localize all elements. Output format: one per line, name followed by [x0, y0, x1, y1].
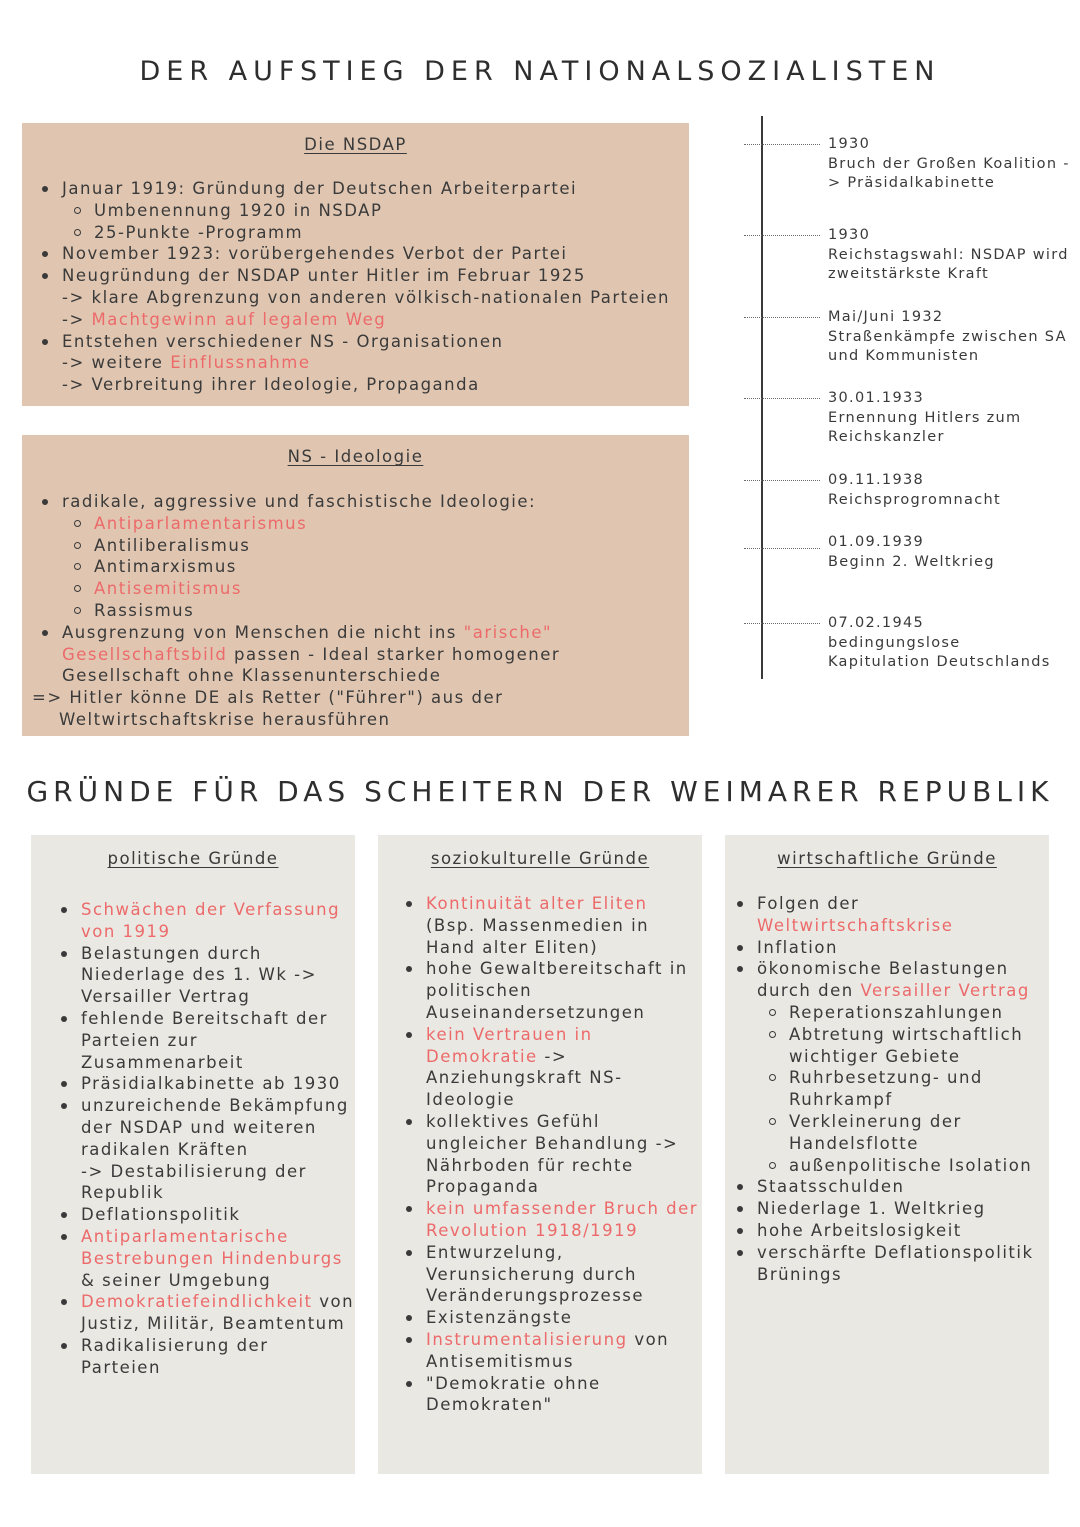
list-item: 25-Punkte -Programm — [40, 222, 685, 244]
list-item: Belastungen durch Niederlage des 1. Wk -> Versailler Vertrag — [59, 943, 355, 1008]
timeline-desc: Ernennung Hitlers zum Reichskanzler — [828, 409, 1022, 445]
highlight-text: kein Vertrauen in Demokratie — [426, 1024, 593, 1066]
timeline-connector — [744, 548, 820, 549]
timeline-date: 30.01.1933 — [828, 390, 925, 406]
list-item: Reperationszahlungen — [735, 1002, 1047, 1024]
text-span: ökonomische Belastungen durch den — [757, 959, 1009, 1001]
timeline-text — [828, 308, 1078, 367]
list-item: -> Destabilisierung der Republik — [81, 1161, 307, 1203]
economic-heading: wirtschaftliche Gründe — [777, 849, 997, 868]
list-item: Antiparlamentarismus — [40, 513, 682, 535]
list-item: verschärfte Deflationspolitik Brünings — [735, 1242, 1047, 1286]
highlight-text: Antiparlamentarische Bestrebungen Hindenburgs — [81, 1226, 343, 1268]
timeline-connector — [744, 235, 820, 236]
list-item: kein umfassender Bruch der Revolution 1918/1919 — [404, 1198, 700, 1242]
list-item: Existenzängste — [404, 1307, 700, 1329]
economic-list — [735, 893, 1047, 1285]
timeline-text — [828, 135, 1078, 194]
list-item: Umbenennung 1920 in NSDAP — [40, 200, 685, 222]
timeline-date: 01.09.1939 — [828, 534, 925, 550]
timeline-connector — [744, 480, 820, 481]
list-item: kollektives Gefühl ungleicher Behandlung -> Nährboden für rechte Propaganda — [404, 1111, 700, 1198]
list-item: Ruhrbesetzung- und Ruhrkampf — [735, 1067, 1047, 1111]
highlight-text: Versailler Vertrag — [860, 981, 1030, 1001]
timeline-date: 07.02.1945 — [828, 615, 925, 631]
highlight-text: Weltwirtschaftskrise — [757, 915, 954, 935]
sociocultural-heading: soziokulturelle Gründe — [430, 849, 650, 868]
highlight-text: Instrumentalisierung — [426, 1329, 628, 1349]
nsdap-heading: Die NSDAP — [304, 135, 407, 154]
list-item: -> Verbreitung ihrer Ideologie, Propaganda — [62, 375, 480, 395]
text-span: & seiner Umgebung — [81, 1270, 272, 1290]
list-item — [735, 893, 1047, 937]
highlight-text: Machtgewinn auf legalem Weg — [91, 309, 387, 329]
list-item — [40, 352, 685, 374]
text-span: von Justiz, Militär, Beamtentum — [81, 1292, 355, 1334]
timeline-text — [828, 471, 1078, 510]
nsdap-list — [40, 178, 685, 396]
timeline-desc: bedingungslose Kapitulation Deutschlands — [828, 634, 1051, 670]
list-item: hohe Arbeitslosigkeit — [735, 1220, 1047, 1242]
list-item: Schwächen der Verfassung von 1919 — [59, 899, 355, 943]
economic-reasons-box — [725, 835, 1049, 1474]
highlight-text: "arische" Gesellschaftsbild — [62, 622, 553, 664]
list-item: Antiliberalismus — [40, 535, 682, 557]
timeline-date: Mai/Juni 1932 — [828, 309, 944, 325]
list-item: Entwurzelung, Verunsicherung durch Veränderungsprozesse — [404, 1242, 700, 1307]
list-item: Antisemitismus — [40, 578, 682, 600]
text-span: Folgen der — [757, 894, 860, 913]
timeline-connector — [744, 317, 820, 318]
timeline-text — [828, 614, 1068, 673]
timeline-desc: Beginn 2. Weltkrieg — [828, 553, 995, 570]
conclusion-line: => Hitler könne DE als Retter ("Führer") aus der — [32, 688, 504, 708]
list-item: "Demokratie ohne Demokraten" — [404, 1373, 700, 1417]
timeline-text — [828, 389, 1078, 448]
timeline-date: 1930 — [828, 227, 871, 243]
highlight-text: Kontinuität alter Eliten — [426, 894, 648, 913]
list-item: außenpolitische Isolation — [735, 1155, 1047, 1177]
section-title: GRÜNDE FÜR DAS SCHEITERN DER WEIMARER REPUBLIK — [26, 775, 1054, 808]
timeline-connector — [744, 398, 820, 399]
list-item: hohe Gewaltbereitschaft in politischen Auseinandersetzungen — [404, 958, 700, 1023]
list-item: -> klare Abgrenzung von anderen völkisch-nationalen Parteien — [62, 287, 670, 307]
nsdap-box — [22, 123, 689, 406]
ideology-list — [32, 491, 682, 731]
text-span: von Antisemitismus — [426, 1329, 670, 1371]
list-item: Inflation — [735, 937, 1047, 959]
highlight-text: Demokratiefeindlichkeit — [81, 1292, 313, 1312]
list-item: radikale, aggressive und faschistische Ideologie: — [40, 491, 682, 513]
list-item: Entstehen verschiedener NS - Organisationen — [40, 331, 685, 353]
page-title: DER AUFSTIEG DER NATIONALSOZIALISTEN — [139, 56, 941, 87]
conclusion-line: Weltwirtschaftskrise herausführen — [59, 709, 391, 729]
list-item: fehlende Bereitschaft der Parteien zur Zusammenarbeit — [59, 1008, 355, 1073]
list-item: Rassismus — [40, 600, 682, 622]
text-span: Ausgrenzung von Menschen die nicht ins — [62, 622, 464, 642]
timeline-date: 09.11.1938 — [828, 472, 925, 488]
list-item — [40, 309, 685, 331]
text-span: passen - Ideal starker homogener Gesellschaft ohne Klassenunterschiede — [62, 644, 561, 686]
political-list — [59, 899, 355, 1379]
sociocultural-list — [404, 893, 700, 1416]
list-item: Verkleinerung der Handelsflotte — [735, 1111, 1047, 1155]
list-item: Niederlage 1. Weltkrieg — [735, 1198, 1047, 1220]
list-item — [59, 1291, 355, 1335]
highlight-text: Einflussnahme — [170, 353, 311, 373]
timeline-desc: Reichsprogromnacht — [828, 491, 1001, 508]
list-item: Abtretung wirtschaftlich wichtiger Gebiete — [735, 1024, 1047, 1068]
political-reasons-box — [31, 835, 355, 1474]
timeline-text — [828, 226, 1078, 285]
timeline-connector — [744, 144, 820, 145]
ideology-box — [22, 435, 689, 736]
list-item: Neugründung der NSDAP unter Hitler im Februar 1925 — [40, 265, 685, 287]
timeline-connector — [744, 623, 820, 624]
list-item: November 1923: vorübergehendes Verbot der Partei — [40, 243, 685, 265]
list-item — [59, 1226, 355, 1291]
list-item: Antimarxismus — [40, 556, 682, 578]
list-item: Radikalisierung der Parteien — [59, 1335, 355, 1379]
timeline-desc: Straßenkämpfe zwischen SA und Kommunisten — [828, 328, 1067, 364]
political-heading: politische Gründe — [107, 849, 279, 868]
list-item — [404, 1329, 700, 1373]
timeline-desc: Bruch der Großen Koalition -> Präsidalkabinette — [828, 155, 1070, 191]
timeline-desc: Reichstagswahl: NSDAP wird zweitstärkste Kraft — [828, 246, 1069, 282]
list-item: Staatsschulden — [735, 1176, 1047, 1198]
list-item — [735, 958, 1047, 1002]
list-item — [40, 622, 682, 687]
list-item: Deflationspolitik — [59, 1204, 355, 1226]
text-span: -> Anziehungskraft NS-Ideologie — [426, 1046, 623, 1110]
timeline-date: 1930 — [828, 136, 871, 152]
timeline-text — [828, 533, 1078, 572]
list-item — [404, 893, 700, 958]
list-item — [404, 1024, 700, 1111]
text-span: -> weitere — [62, 353, 171, 373]
sociocultural-reasons-box — [378, 835, 702, 1474]
list-item: Januar 1919: Gründung der Deutschen Arbeiterpartei — [40, 178, 685, 200]
list-item: Präsidialkabinette ab 1930 — [59, 1073, 355, 1095]
list-item: unzureichende Bekämpfung der NSDAP und weiteren radikalen Kräften — [59, 1095, 355, 1160]
text-span: (Bsp. Massenmedien in Hand alter Eliten) — [426, 915, 650, 957]
ideology-heading: NS - Ideologie — [287, 447, 424, 466]
text-span: -> — [62, 309, 92, 329]
